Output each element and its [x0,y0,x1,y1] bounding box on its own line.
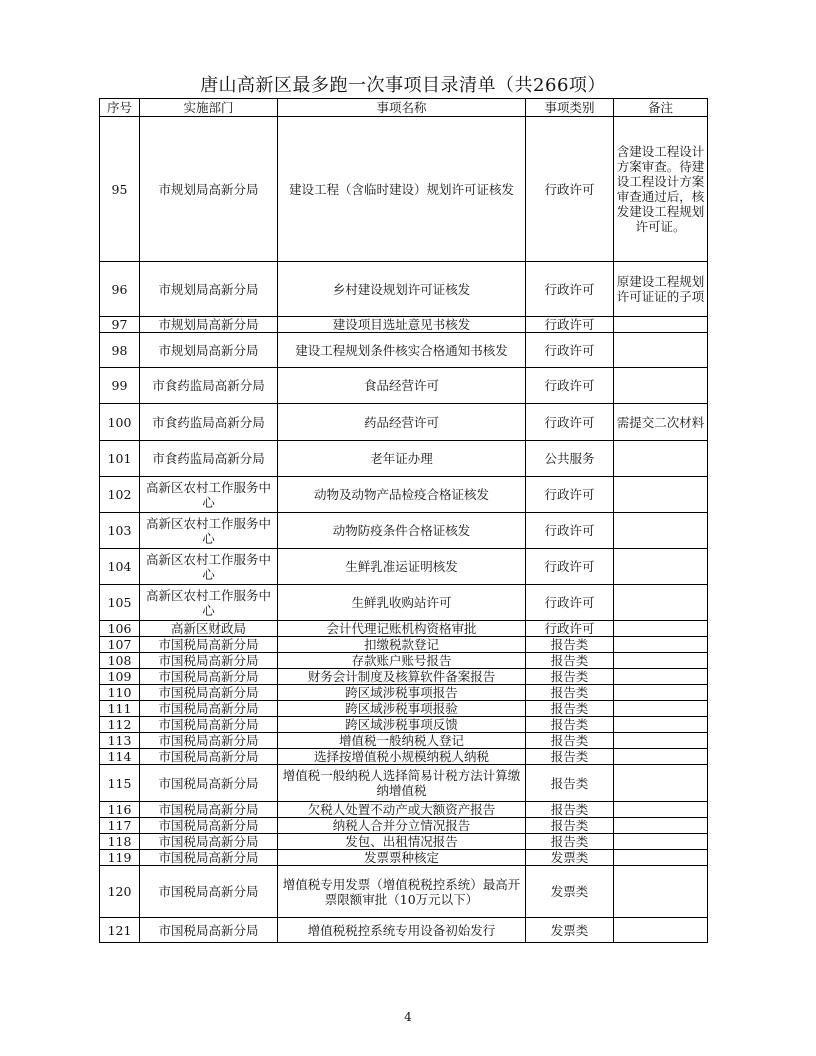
cell-type: 报告类 [526,669,614,685]
cell-type: 行政许可 [526,621,614,637]
cell-no: 112 [100,717,140,733]
cell-note [614,317,708,333]
cell-type: 报告类 [526,802,614,818]
cell-note: 需提交二次材料 [614,404,708,441]
cell-type: 发票类 [526,918,614,943]
cell-type: 行政许可 [526,368,614,404]
cell-no: 100 [100,404,140,441]
cell-note [614,701,708,717]
cell-name: 财务会计制度及核算软件备案报告 [278,669,526,685]
cell-type: 公共服务 [526,441,614,477]
cell-no: 96 [100,262,140,317]
cell-note [614,802,708,818]
table-row [100,818,708,834]
cell-no: 105 [100,585,140,621]
cell-note [614,749,708,765]
table-row [100,262,708,317]
table-row [100,653,708,669]
cell-no: 119 [100,850,140,866]
cell-type: 行政许可 [526,333,614,368]
cell-dept: 市国税局高新分局 [140,637,278,653]
cell-note [614,549,708,585]
table-row [100,477,708,513]
cell-name: 发票票种核定 [278,850,526,866]
cell-dept: 市国税局高新分局 [140,918,278,943]
cell-name: 欠税人处置不动产或大额资产报告 [278,802,526,818]
cell-note: 含建设工程设计方案审查。待建设工程设计方案审查通过后，核发建设工程规划许可证。 [614,117,708,262]
table-row [100,701,708,717]
table-row [100,637,708,653]
cell-name: 增值税一般纳税人登记 [278,733,526,749]
table-body [100,117,708,943]
cell-note [614,765,708,802]
cell-no: 110 [100,685,140,701]
cell-name: 生鲜乳收购站许可 [278,585,526,621]
cell-dept: 市规划局高新分局 [140,317,278,333]
cell-note [614,333,708,368]
table-row [100,850,708,866]
table-row [100,717,708,733]
cell-type: 发票类 [526,866,614,918]
item-list-table [99,98,708,943]
cell-note [614,834,708,850]
cell-dept: 高新区财政局 [140,621,278,637]
table-row [100,866,708,918]
table-row [100,802,708,818]
cell-type: 报告类 [526,749,614,765]
cell-name: 药品经营许可 [278,404,526,441]
cell-no: 109 [100,669,140,685]
cell-type: 发票类 [526,850,614,866]
cell-name: 纳税人合并分立情况报告 [278,818,526,834]
cell-dept: 市国税局高新分局 [140,802,278,818]
cell-note [614,368,708,404]
cell-dept: 市国税局高新分局 [140,850,278,866]
cell-no: 120 [100,866,140,918]
cell-type: 行政许可 [526,477,614,513]
cell-note [614,685,708,701]
table-row [100,549,708,585]
header-note: 备注 [614,99,708,117]
cell-name: 动物防疫条件合格证核发 [278,513,526,549]
cell-type: 报告类 [526,834,614,850]
cell-type: 行政许可 [526,117,614,262]
cell-name: 生鲜乳准运证明核发 [278,549,526,585]
cell-no: 99 [100,368,140,404]
table-row [100,685,708,701]
cell-dept: 市国税局高新分局 [140,669,278,685]
cell-no: 103 [100,513,140,549]
cell-no: 101 [100,441,140,477]
cell-no: 98 [100,333,140,368]
table-row [100,669,708,685]
cell-name: 建设工程规划条件核实合格通知书核发 [278,333,526,368]
cell-dept: 高新区农村工作服务中心 [140,585,278,621]
cell-name: 增值税一般纳税人选择简易计税方法计算缴纳增值税 [278,765,526,802]
cell-type: 报告类 [526,818,614,834]
cell-name: 食品经营许可 [278,368,526,404]
header-name: 事项名称 [278,99,526,117]
cell-no: 113 [100,733,140,749]
cell-name: 跨区域涉税事项报告 [278,685,526,701]
cell-no: 108 [100,653,140,669]
table-row [100,585,708,621]
cell-note [614,850,708,866]
cell-name: 增值税税控系统专用设备初始发行 [278,918,526,943]
cell-name: 增值税专用发票（增值税税控系统）最高开票限额审批（10万元以下） [278,866,526,918]
cell-no: 104 [100,549,140,585]
cell-dept: 市规划局高新分局 [140,262,278,317]
document-title: 唐山高新区最多跑一次事项目录清单（共266项） [200,75,606,96]
cell-note [614,621,708,637]
table-row [100,117,708,262]
cell-no: 97 [100,317,140,333]
cell-type: 报告类 [526,653,614,669]
table-row [100,749,708,765]
cell-note [614,441,708,477]
cell-name: 存款账户账号报告 [278,653,526,669]
cell-name: 动物及动物产品检疫合格证核发 [278,477,526,513]
cell-note [614,717,708,733]
cell-no: 116 [100,802,140,818]
cell-dept: 市食药监局高新分局 [140,368,278,404]
cell-no: 121 [100,918,140,943]
cell-note [614,669,708,685]
cell-dept: 市国税局高新分局 [140,701,278,717]
cell-no: 115 [100,765,140,802]
cell-name: 跨区域涉税事项报验 [278,701,526,717]
cell-dept: 市国税局高新分局 [140,834,278,850]
cell-no: 111 [100,701,140,717]
cell-type: 报告类 [526,685,614,701]
cell-dept: 市国税局高新分局 [140,818,278,834]
table-row [100,765,708,802]
cell-type: 报告类 [526,733,614,749]
cell-no: 114 [100,749,140,765]
cell-dept: 高新区农村工作服务中心 [140,549,278,585]
cell-type: 报告类 [526,717,614,733]
cell-name: 老年证办理 [278,441,526,477]
cell-dept: 市国税局高新分局 [140,653,278,669]
table-row [100,441,708,477]
table-row [100,333,708,368]
cell-dept: 市国税局高新分局 [140,749,278,765]
cell-no: 117 [100,818,140,834]
table-row [100,317,708,333]
header-no: 序号 [100,99,140,117]
cell-type: 行政许可 [526,404,614,441]
cell-no: 106 [100,621,140,637]
cell-name: 乡村建设规划许可证核发 [278,262,526,317]
cell-note: 原建设工程规划许可证证的子项 [614,262,708,317]
cell-note [614,585,708,621]
table-row [100,834,708,850]
cell-no: 118 [100,834,140,850]
cell-type: 行政许可 [526,262,614,317]
cell-type: 报告类 [526,701,614,717]
cell-type: 行政许可 [526,513,614,549]
cell-name: 建设项目选址意见书核发 [278,317,526,333]
cell-dept: 市国税局高新分局 [140,733,278,749]
cell-name: 发包、出租情况报告 [278,834,526,850]
table-row [100,918,708,943]
cell-dept: 高新区农村工作服务中心 [140,513,278,549]
table-header-row [100,99,708,117]
header-type: 事项类别 [526,99,614,117]
table-row [100,733,708,749]
cell-note [614,733,708,749]
cell-dept: 市规划局高新分局 [140,333,278,368]
cell-dept: 高新区农村工作服务中心 [140,477,278,513]
cell-note [614,818,708,834]
cell-dept: 市国税局高新分局 [140,765,278,802]
cell-dept: 市食药监局高新分局 [140,404,278,441]
cell-type: 报告类 [526,765,614,802]
cell-note [614,653,708,669]
table-row [100,621,708,637]
cell-note [614,637,708,653]
cell-type: 行政许可 [526,549,614,585]
cell-no: 102 [100,477,140,513]
cell-name: 选择按增值税小规模纳税人纳税 [278,749,526,765]
table-row [100,368,708,404]
cell-type: 行政许可 [526,585,614,621]
cell-dept: 市国税局高新分局 [140,866,278,918]
cell-type: 报告类 [526,637,614,653]
cell-note [614,918,708,943]
cell-no: 107 [100,637,140,653]
table-row [100,404,708,441]
cell-name: 建设工程（含临时建设）规划许可证核发 [278,117,526,262]
cell-dept: 市食药监局高新分局 [140,441,278,477]
cell-dept: 市规划局高新分局 [140,117,278,262]
table-row [100,513,708,549]
cell-note [614,513,708,549]
cell-no: 95 [100,117,140,262]
header-dept: 实施部门 [140,99,278,117]
cell-type: 行政许可 [526,317,614,333]
cell-name: 扣缴税款登记 [278,637,526,653]
cell-dept: 市国税局高新分局 [140,685,278,701]
cell-note [614,866,708,918]
cell-name: 会计代理记账机构资格审批 [278,621,526,637]
cell-name: 跨区域涉税事项反馈 [278,717,526,733]
page-number: 4 [404,1010,412,1024]
cell-note [614,477,708,513]
cell-dept: 市国税局高新分局 [140,717,278,733]
